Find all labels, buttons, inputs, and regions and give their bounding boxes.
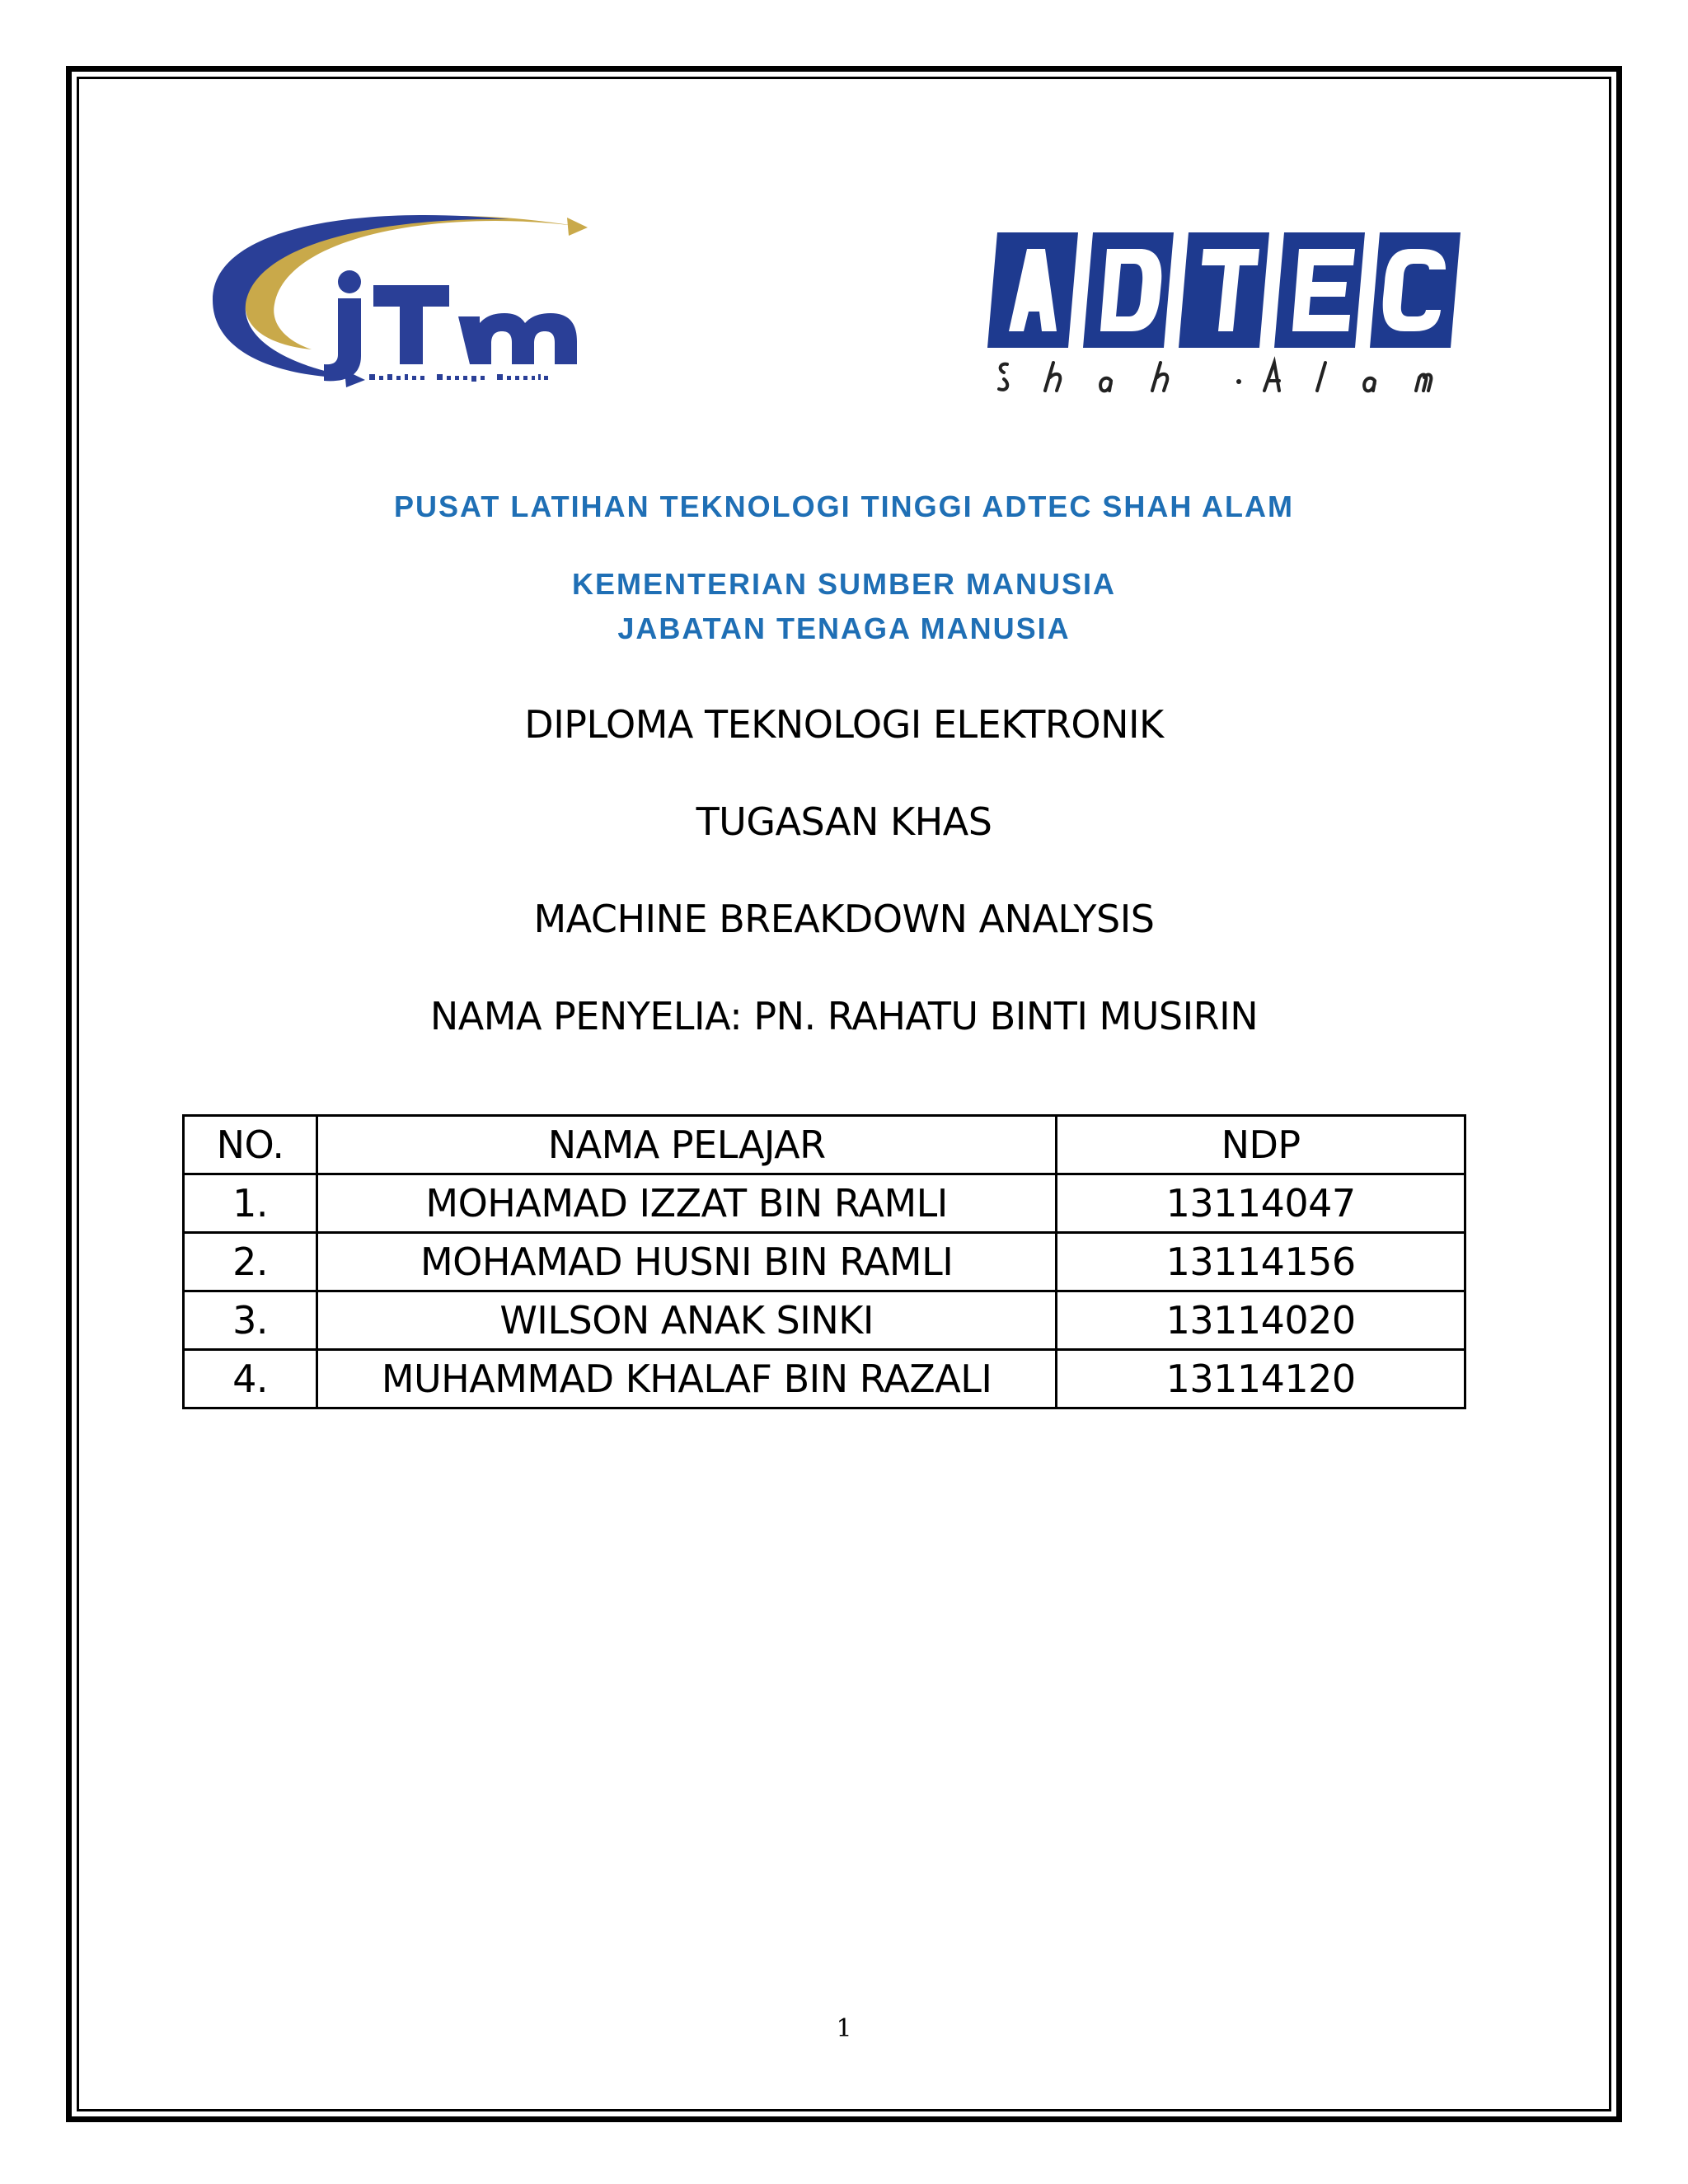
cell-name: WILSON ANAK SINKI (317, 1291, 1057, 1350)
cell-no: 2. (184, 1233, 317, 1291)
cell-ndp: 13114047 (1057, 1174, 1465, 1233)
cell-no: 3. (184, 1291, 317, 1350)
column-header-ndp: NDP (1057, 1116, 1465, 1174)
cell-no: 1. (184, 1174, 317, 1233)
table-row (184, 1350, 1465, 1408)
cell-ndp: 13114156 (1057, 1233, 1465, 1291)
table-row (184, 1174, 1465, 1233)
cell-no: 4. (184, 1350, 317, 1408)
ministry-name: KEMENTERIAN SUMBER MANUSIA (571, 567, 1116, 601)
cell-ndp: 13114020 (1057, 1291, 1465, 1350)
table-row (184, 1233, 1465, 1291)
cell-name: MUHAMMAD KHALAF BIN RAZALI (317, 1350, 1057, 1408)
supervisor-name: NAMA PENYELIA: PN. RAHATU BINTI MUSIRIN (429, 994, 1259, 1038)
page-number: 1 (836, 2014, 852, 2043)
program-title: DIPLOMA TEKNOLOGI ELEKTRONIK (524, 702, 1164, 747)
assignment-title: TUGASAN KHAS (696, 799, 992, 844)
cell-ndp: 13114120 (1057, 1350, 1465, 1408)
institution-name: PUSAT LATIHAN TEKNOLOGI TINGGI ADTEC SHAH ALAM (394, 490, 1294, 523)
adtec-logo (987, 232, 1485, 405)
table-header-row (184, 1116, 1465, 1174)
department-name: JABATAN TENAGA MANUSIA (617, 612, 1071, 645)
jtm-logo (196, 201, 674, 391)
cell-name: MOHAMAD HUSNI BIN RAMLI (317, 1233, 1057, 1291)
table-row (184, 1291, 1465, 1350)
student-table (182, 1114, 1466, 1409)
column-header-name: NAMA PELAJAR (317, 1116, 1057, 1174)
column-header-no: NO. (184, 1116, 317, 1174)
cell-name: MOHAMAD IZZAT BIN RAMLI (317, 1174, 1057, 1233)
topic-title: MACHINE BREAKDOWN ANALYSIS (533, 897, 1155, 941)
